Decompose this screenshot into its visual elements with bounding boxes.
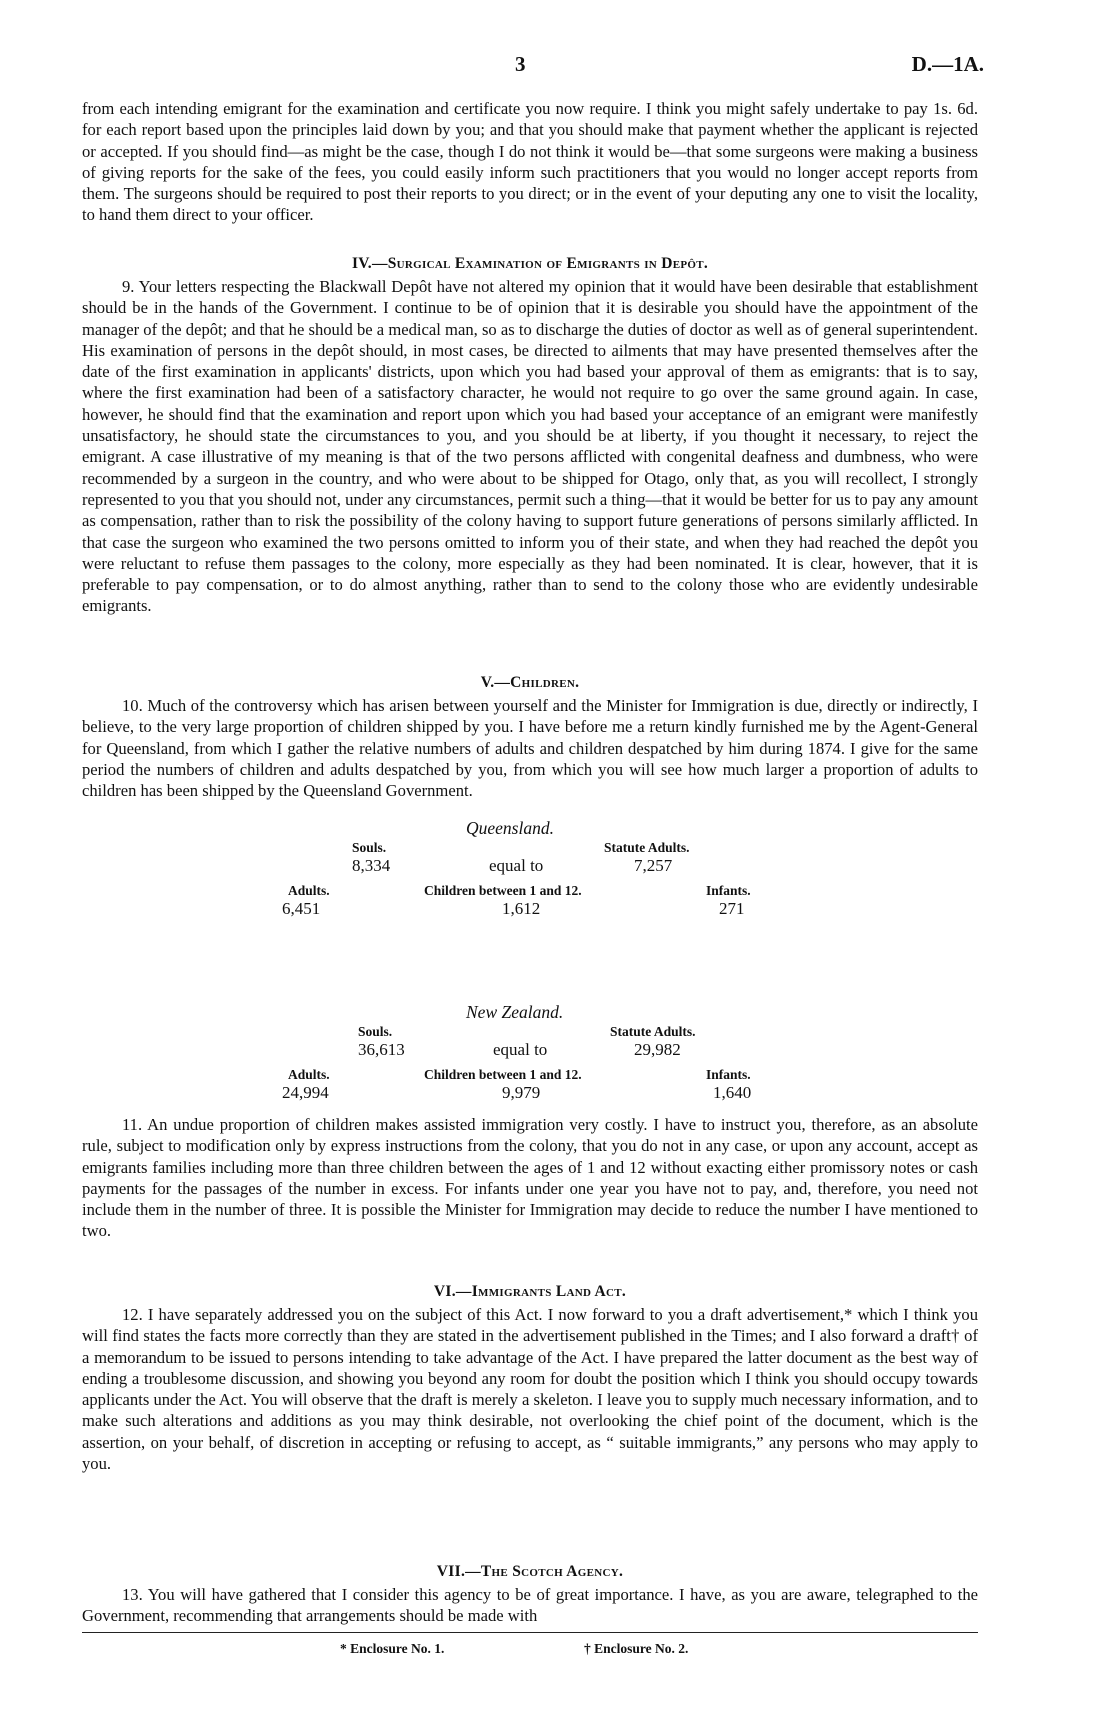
paragraph-13: 13. You will have gathered that I consider this agency to be of great importance. I have, as you are aware, telegraphed to the Government, recommending that arrangements should be made with xyxy=(82,1585,978,1626)
queensland-infants: 271 xyxy=(719,899,745,918)
page-header xyxy=(0,52,1114,82)
paragraph-10: 10. Much of the controversy which has arisen between yourself and the Minister for Immigration is due, directly or indirectly, I believe, to the very large proportion of children shipped by you. I have before me a return kindly furnished me by the Agent-General for Queensland, from which I gather the relative numbers of adults and children despatched by him during 1874. I give for the same period the numbers of children and adults despatched by you, from which you will see how much larger a proportion of adults to children has been shipped by the Queensland Government. xyxy=(82,696,978,801)
section-4-paragraph: 9. Your letters respecting the Blackwall Depôt have not altered my opinion that it would have been desirable that establishment should be in the hands of the Government. I continue to be of opinion that it is desirable you should have the appointment of the manager of the depôt; and that he should be a medical man, so as to discharge the duties of doctor as well as of general superintendent. His examination of persons in the depôt should, in most cases, be directed to ailments that may have presented themselves after the date of the first examination in applicants' districts, upon which you had based your approval of them as emigrants: that is to say, where the first examination had been of a satisfactory character, he would not require to go over the same ground again. In case, however, he should find that the examination and report upon which you had based your acceptance of an emigrant were manifestly unsatisfactory, he should state the circumstances to you, and you should be at liberty, if you thought it necessary, to reject the emigrant. A case illustrative of my meaning is that of the two persons afflicted with congenital deafness and dumbness, who were recommended by a surgeon in the country, and who were about to be shipped for Otago, only that, as you will recollect, I strongly represented to you that you should not, under any circumstances, permit such a thing—that it would be better for us to pay any amount as compensation, rather than to risk the possibility of the colony having to support future generations of persons similarly afflicted. In that case the surgeon who examined the two persons omitted to inform you of their state, and when they had reached the depôt you were reluctant to refuse them passages to the colony, more especially as they had been nominated. It is clear, however, that it is preferable to pay compensation, or to do almost anything, rather than to send to the colony those who are evidently undesirable emigrants. xyxy=(82,277,978,616)
queensland-souls-label: Souls. xyxy=(352,840,387,855)
section-6 xyxy=(82,1282,978,1474)
paragraph-11: 11. An undue proportion of children makes assisted immigration very costly. I have to instruct you, therefore, as an absolute rule, subject to modification only by express instructions from the colony, that you do not in any case, or upon any account, accept as emigrants families including more than three children between the ages of 1 and 12 without exacting either promissory notes or cash payments for the passages of the number in excess. For infants under one year you have not to pay, and, therefore, you need not include them in the number of three. It is possible the Minister for Immigration may decide to reduce the number I have mentioned to two. xyxy=(82,1115,978,1241)
section-5-heading: V.—Children. xyxy=(480,674,580,691)
new-zealand-statute: 29,982 xyxy=(634,1040,681,1059)
new-zealand-souls: 36,613 xyxy=(358,1040,405,1059)
new-zealand-adults-label: Adults. xyxy=(288,1067,330,1082)
queensland-infants-label: Infants. xyxy=(706,883,751,898)
new-zealand-children: 9,979 xyxy=(502,1083,541,1102)
new-zealand-adults: 24,994 xyxy=(282,1083,329,1102)
section-4 xyxy=(82,254,978,617)
section-7-heading: VII.—The Scotch Agency. xyxy=(436,1563,624,1580)
queensland-souls: 8,334 xyxy=(352,856,391,875)
queensland-title: Queensland. xyxy=(466,818,554,838)
new-zealand-souls-label: Souls. xyxy=(358,1024,393,1039)
document-reference: D.—1A. xyxy=(911,52,984,76)
page-number: 3 xyxy=(515,52,526,76)
new-zealand-infants-label: Infants. xyxy=(706,1067,751,1082)
section-7 xyxy=(82,1562,978,1627)
intro-block xyxy=(82,98,978,226)
queensland-adults: 6,451 xyxy=(282,899,321,918)
paragraph-11-block xyxy=(82,1114,978,1242)
footnote-divider xyxy=(82,1632,978,1633)
footnote-2: † Enclosure No. 2. xyxy=(584,1641,689,1656)
new-zealand-children-label: Children between 1 and 12. xyxy=(424,1067,582,1082)
queensland-equal-to: equal to xyxy=(489,856,544,875)
section-6-heading: VI.—Immigrants Land Act. xyxy=(433,1283,627,1300)
new-zealand-equal-to: equal to xyxy=(493,1040,548,1059)
queensland-children-label: Children between 1 and 12. xyxy=(424,883,582,898)
footnote-1: * Enclosure No. 1. xyxy=(340,1641,445,1656)
paragraph-12: 12. I have separately addressed you on the subject of this Act. I now forward to you a draft advertisement,* which I think you will find states the facts more correctly than they are stated in the advertisement published in the Times; and I also forward a draft† of a memorandum to be issued to persons intending to take advantage of the Act. I have prepared the latter document as the best way of ending a troublesome discussion, and showing you beyond any room for doubt the position which I think you should occupy towards applicants under the Act. You will observe that the draft is merely a skeleton. I leave you to supply much necessary information, and to make such alterations and additions as you may think desirable, not overlooking the chief point of the document, which is the assertion, on your behalf, of discretion in accepting or refusing to accept, as “ suitable immigrants,” any persons who may apply to you. xyxy=(82,1305,978,1474)
section-5 xyxy=(82,673,978,801)
queensland-statute-label: Statute Adults. xyxy=(604,840,690,855)
queensland-statute: 7,257 xyxy=(634,856,673,875)
new-zealand-title: New Zealand. xyxy=(466,1002,564,1022)
new-zealand-infants: 1,640 xyxy=(713,1083,752,1102)
queensland-adults-label: Adults. xyxy=(288,883,330,898)
queensland-children: 1,612 xyxy=(502,899,541,918)
intro-paragraph: from each intending emigrant for the examination and certificate you now require. I think you might safely undertake to pay 1s. 6d. for each report based upon the principles laid down by you; and that you should make that payment whether the applicant is rejected or accepted. If you should find—as might be the case, though I do not think it would be—that some surgeons were making a business of giving reports for the sake of the fees, you could easily inform such practitioners that you would no longer accept reports from them. The surgeons should be required to post their reports to you direct; or in the event of your deputing any one to visit the locality, to hand them direct to your officer. xyxy=(82,99,978,225)
new-zealand-statute-label: Statute Adults. xyxy=(610,1024,696,1039)
section-4-heading: IV.—Surgical Examination of Emigrants in Depôt. xyxy=(351,255,709,272)
